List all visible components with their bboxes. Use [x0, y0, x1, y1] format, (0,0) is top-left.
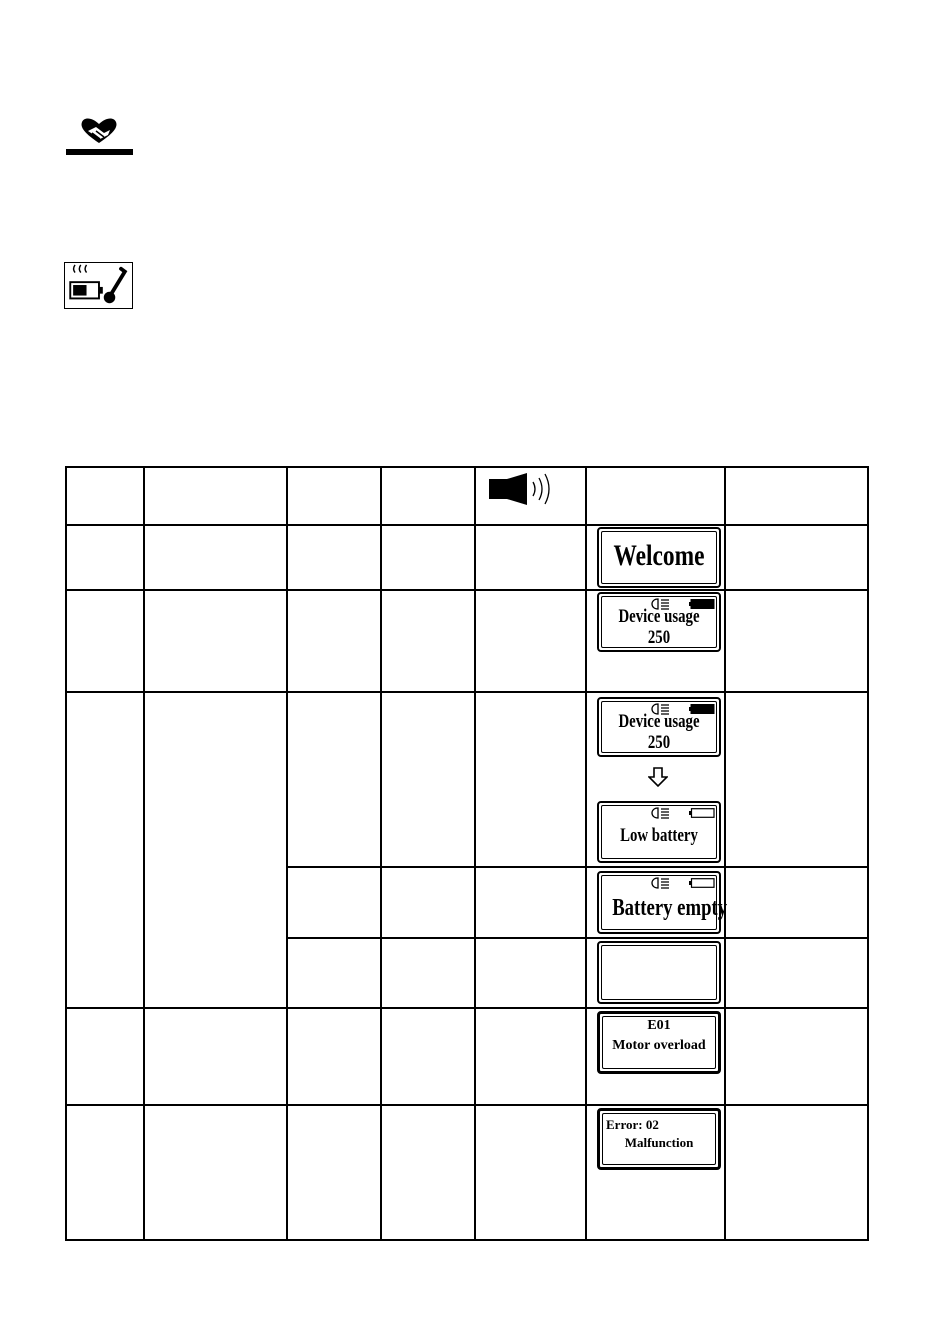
display-device-usage: [597, 697, 721, 757]
display-low-battery-text: Low battery: [620, 825, 698, 846]
display-error-message: Motor overload: [612, 1038, 706, 1053]
headlight-icon: [649, 598, 671, 610]
display-error-message: Malfunction: [624, 1135, 694, 1150]
battery-full-icon: [689, 599, 715, 609]
headlight-icon: [649, 703, 671, 715]
display-line2: 250: [647, 627, 671, 648]
display-battery-empty: [597, 871, 728, 934]
display-welcome: [597, 527, 721, 588]
display-device-usage: [597, 592, 721, 652]
display-line1: Device usage: [618, 711, 700, 732]
headlight-icon: [649, 877, 671, 889]
headlight-icon: [649, 807, 671, 819]
display-welcome-text: Welcome: [613, 539, 705, 572]
display-line2: 250: [647, 732, 671, 753]
display-error-code: Error: 02: [606, 1117, 659, 1132]
display-line1: Device usage: [618, 606, 700, 627]
battery-empty-icon: [689, 808, 715, 818]
display-e01-motor-overload: [597, 1011, 721, 1074]
battery-full-icon: [689, 704, 715, 714]
display-error-02-malfunction: [597, 1108, 721, 1170]
display-blank: [597, 941, 721, 1004]
display-battery-empty-text: Battery empty: [612, 895, 728, 921]
battery-empty-icon: [689, 878, 715, 888]
speaker-sound-icon: [487, 472, 557, 506]
arrow-down-icon: [648, 767, 668, 787]
display-error-code: E01: [647, 1018, 671, 1033]
display-low-battery: [597, 801, 721, 863]
